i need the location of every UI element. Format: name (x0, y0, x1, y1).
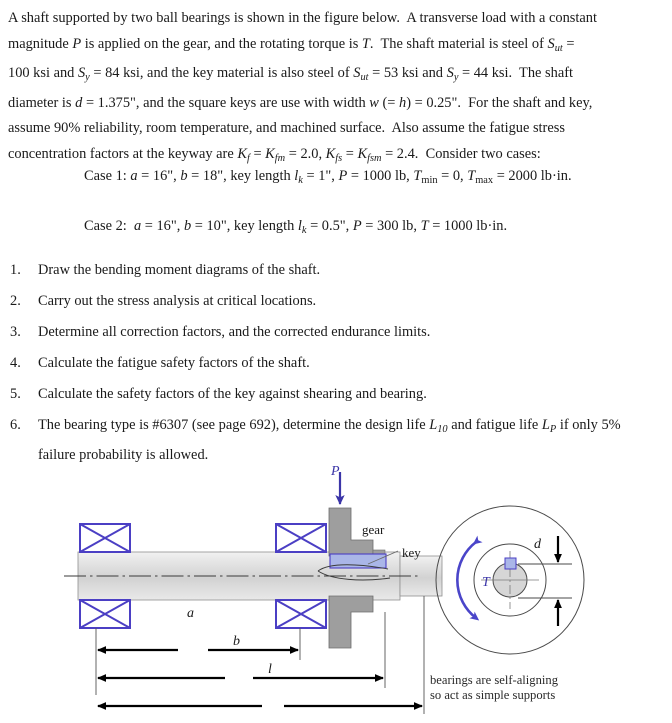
case-1-Tmax: 2000 lb·in. (508, 168, 572, 184)
task-item (8, 351, 656, 377)
dimension-b (98, 669, 383, 687)
task6-LP: L (541, 417, 550, 434)
label-torque-T: T (482, 575, 490, 590)
case-2-b: 10" (206, 218, 227, 234)
case-1-label: Case 1: (84, 168, 127, 184)
statement-line-5: assume 90% reliability, room temperature, and machined surface. Also assume the fatigue stress (8, 120, 565, 137)
task-number: 3. (10, 324, 21, 341)
case-1-b: 18" (202, 168, 224, 184)
task-text: Calculate the fatigue safety factors of the shaft. (38, 355, 310, 372)
task6-line-2: 5% failure probability is allowed. (38, 417, 621, 463)
case-2-key-length: 0.5" (321, 218, 346, 234)
label-dim-l: l (268, 662, 272, 677)
statement-line-6: concentration factors at the keyway are $K_f = K_{fm} = 2.0$, $K_{fs} = K_{fsm} = 2.4$. Consider two cases: (8, 145, 541, 164)
caption-line-1: bearings are self-aligning (430, 673, 558, 687)
statement-line-3: 100 ksi and $S_y = 84$ ksi, and the key material is also steel of $S_{ut} = 53$ ksi and $S_y = 44$ ksi. The shaft (8, 65, 573, 83)
case-2-a: 16" (156, 218, 177, 234)
task-item (8, 289, 656, 315)
dimension-witness-lines (96, 596, 424, 714)
label-diameter-d: d (534, 537, 541, 552)
task-text: Determine all correction factors, and the corrected endurance limits. (38, 324, 431, 341)
label-dim-a: a (187, 606, 194, 621)
dimension-a (98, 641, 298, 659)
task6-part-c: if only (556, 417, 598, 434)
label-key: key (402, 545, 421, 560)
case-1-a: 16" (152, 168, 174, 184)
task-item (8, 382, 656, 408)
task-number: 4. (10, 355, 21, 372)
label-gear: gear (362, 522, 385, 537)
case-2-T: 1000 lb·in. (443, 218, 508, 234)
case-1-P: 1000 lb (362, 168, 407, 184)
case-1: Case 1: a = 16", b = 18", key length $l_k = 1$", P = 1000 lb, $T_{min} = 0$, $T_{max} = 2000$ lb·in. (84, 168, 572, 186)
torque-arc-arrow (457, 542, 476, 618)
dimension-l (98, 697, 422, 715)
statement-line-4: diameter is d = 1.375", and the square keys are use with width w (= h) = 0.25". For the shaft and key, (8, 94, 593, 111)
task6-LP-sub: P (549, 424, 557, 436)
cross-section-view (436, 506, 584, 654)
key-section-square (505, 558, 516, 569)
figure-caption (430, 673, 630, 702)
task-text: Carry out the stress analysis at critical locations. (38, 293, 317, 310)
task-number: 1. (10, 262, 21, 278)
task-list (8, 258, 656, 474)
task-item (8, 320, 656, 346)
task6-part-b: and fatigue life (447, 417, 542, 434)
task6-L10: L (429, 417, 438, 434)
case-2-P: 300 lb (376, 218, 414, 234)
case-2-label: Case 2: (84, 218, 127, 234)
task-number: 6. (10, 417, 21, 434)
statement-line-2: magnitude P is applied on the gear, and the rotating torque is T. The shaft material is steel of $S_{ut}$ = (8, 35, 575, 54)
task-item (8, 258, 656, 284)
label-load-P: P (331, 464, 340, 479)
statement-line-1: A shaft supported by two ball bearings is shown in the figure below. A transverse load with a constant (8, 10, 597, 26)
case-1-key-length: 1" (318, 168, 332, 184)
case-1-Tmin: 0 (452, 168, 461, 184)
caption-line-2: so act as simple supports (430, 687, 556, 702)
task6-part-a: The bearing type is #6307 (see page 692), determine the design life (38, 417, 430, 434)
label-dim-b: b (233, 634, 240, 649)
task-number: 2. (10, 293, 21, 310)
task-text: Draw the bending moment diagrams of the shaft. (38, 262, 321, 278)
task-text: Calculate the safety factors of the key against shearing and bearing. (38, 386, 427, 403)
problem-statement (8, 6, 666, 171)
task-number: 5. (10, 386, 21, 403)
case-2: Case 2: a = 16", b = 10", key length $l_k = 0.5$", P = 300 lb, T = 1000 lb·in. (84, 218, 508, 236)
task6-L10-sub: 10 (437, 424, 448, 436)
